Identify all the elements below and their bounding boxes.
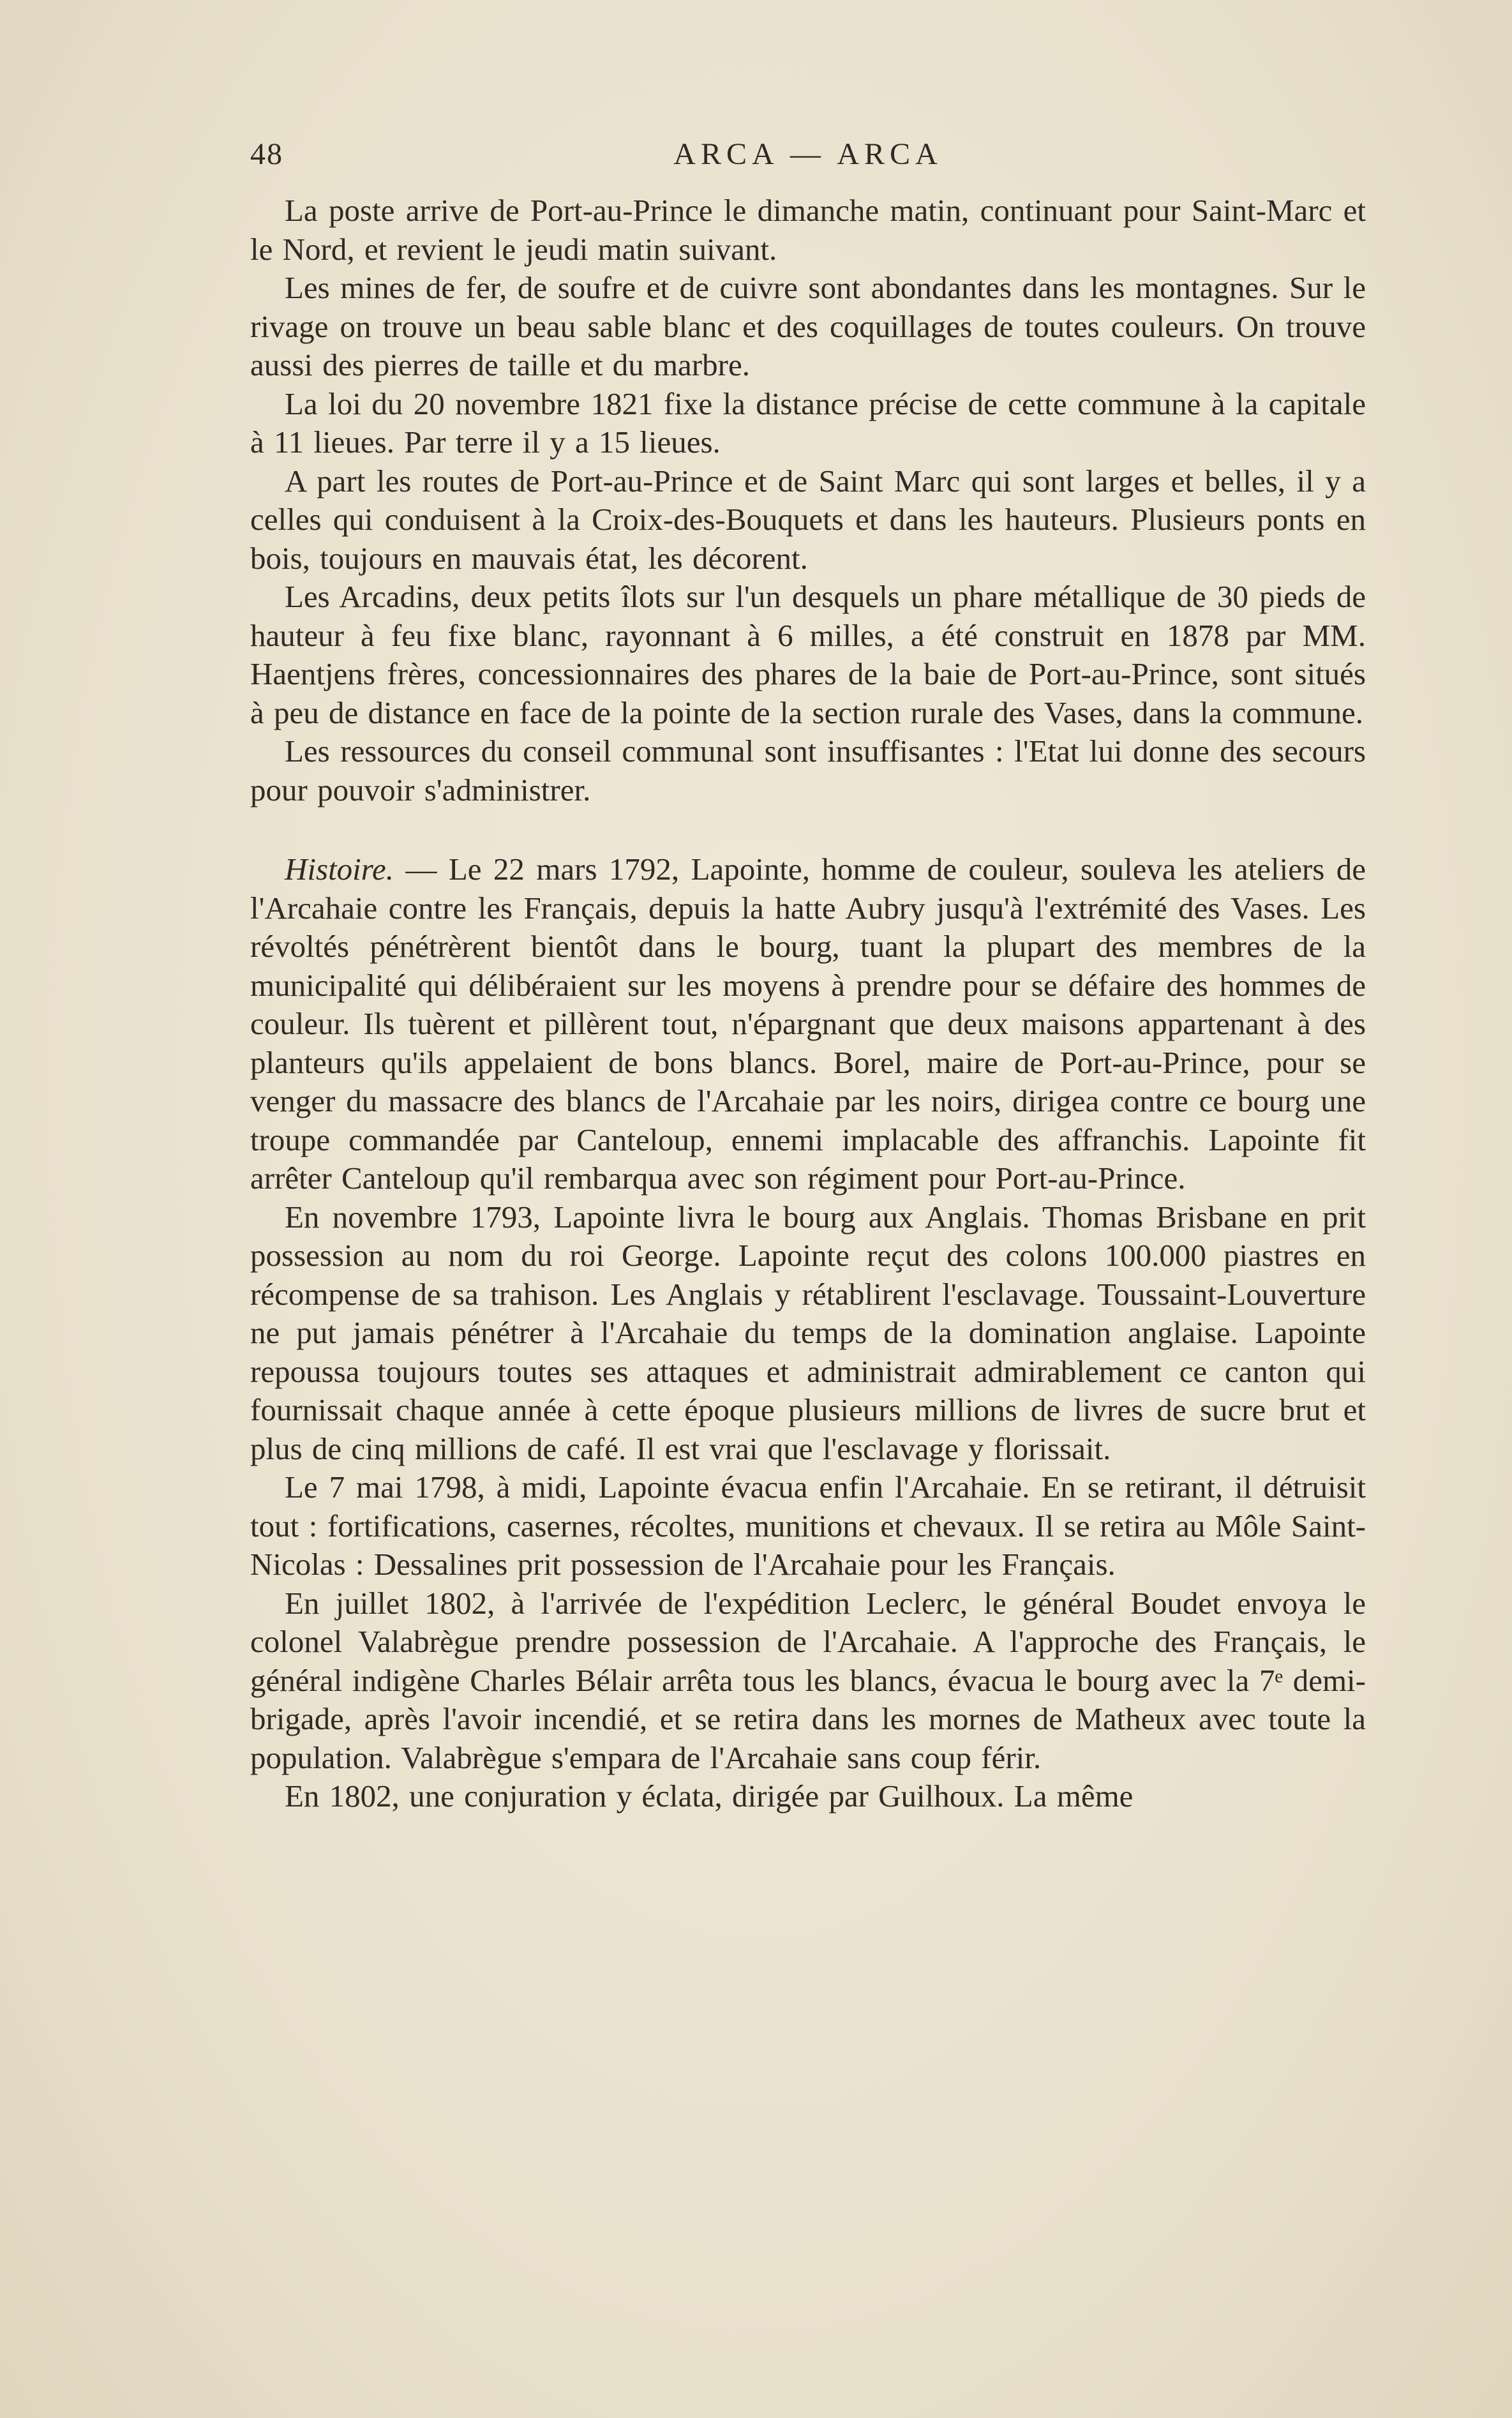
page-number: 48 [250,137,283,171]
paragraph-conjuration: En 1802, une conjuration y éclata, dirigée par Guilhoux. La même [285,1778,1134,1814]
body-text [250,191,1366,1816]
section-heading-histoire: Histoire. [285,852,394,887]
page-header [250,137,1366,181]
paragraph-mines: Les mines de fer, de soufre et de cuivre sont abondantes dans les montagnes. Sur le rivage on trouve un beau sable blanc et des coquillages de toutes couleurs. On trouve aussi des pierres de taille et du marbre. [250,270,1366,382]
paragraph-mai-1798: Le 7 mai 1798, à midi, Lapointe évacua enfin l'Arcahaie. En se retirant, il détruisit tout : fortifications, casernes, récoltes, munitions et chevaux. Il se retira au Môle Saint-Nicolas : Dessalines prit possession de l'Arcahaie pour les Français. [250,1469,1366,1582]
running-head: ARCA — ARCA [673,137,943,171]
paragraph-novembre-1793: En novembre 1793, Lapointe livra le bourg aux Anglais. Thomas Brisbane en prit possession au nom du roi George. Lapointe reçut des colons 100.000 piastres en récompense de sa trahison. Les Anglais y rétablirent l'esclavage. Toussaint-Louverture ne put jamais pénétrer à l'Arcahaie du temps de la domination anglaise. Lapointe repoussa toujours toutes ses attaques et administrait admirablement ce canton qui fournissait chaque année à cette époque plusieurs millions de livres de sucre brut et plus de cinq millions de café. Il est vrai que l'esclavage y florissait. [250,1199,1366,1466]
paragraph-routes: A part les routes de Port-au-Prince et de Saint Marc qui sont larges et belles, il y a celles qui conduisent à la Croix-des-Bouquets et dans les hauteurs. Plusieurs ponts en bois, toujours en mauvais état, les décorent. [250,463,1366,576]
paragraph-histoire-text: — Le 22 mars 1792, Lapointe, homme de couleur, souleva les ateliers de l'Arcahaie contre les Français, depuis la hatte Aubry jusqu'à l'extrémité des Vases. Les révoltés pénétrèrent bientôt dans le bourg, tuant la plupart des membres de la municipalité qui délibéraient sur les moyens à prendre pour se défaire des hommes de couleur. Ils tuèrent et pillèrent tout, n'épargnant que deux maisons appartenant à des planteurs qu'ils appelaient de bons blancs. Borel, maire de Port-au-Prince, pour se venger du massacre des blancs de l'Arcahaie par les noirs, dirigea contre ce bourg une troupe commandée par Canteloup, ennemi implacable des affranchis. Lapointe fit arrêter Canteloup qu'il rembarqua avec son régiment pour Port-au-Prince. [250,852,1366,1196]
paragraph-juillet-1802: En juillet 1802, à l'arrivée de l'expédition Leclerc, le général Boudet envoya le colonel Valabrègue prendre possession de l'Arcahaie. A l'approche des Français, le général indigène Charles Bélair arrêta tous les blancs, évacua le bourg avec la 7ᵉ demi-brigade, après l'avoir incendié, et se retira dans les mornes de Matheux avec toute la population. Valabrègue s'empara de l'Arcahaie sans coup férir. [250,1585,1366,1775]
paragraph-ressources: Les ressources du conseil communal sont insuffisantes : l'Etat lui donne des secours pour pouvoir s'administrer. [250,733,1366,807]
paragraph-post: La poste arrive de Port-au-Prince le dimanche matin, continuant pour Saint-Marc et le Nord, et revient le jeudi matin suivant. [250,193,1366,267]
paragraph-arcadins: Les Arcadins, deux petits îlots sur l'un desquels un phare métallique de 30 pieds de hauteur à feu fixe blanc, rayonnant à 6 milles, a été construit en 1878 par MM. Haentjens frères, concessionnaires des phares de la baie de Port-au-Prince, sont situés à peu de distance en face de la pointe de la section rurale des Vases, dans la commune. [250,579,1366,730]
paragraph-histoire [250,850,1366,1198]
paragraph-distance: La loi du 20 novembre 1821 fixe la distance précise de cette commune à la capitale à 11 lieues. Par terre il y a 15 lieues. [250,386,1366,460]
